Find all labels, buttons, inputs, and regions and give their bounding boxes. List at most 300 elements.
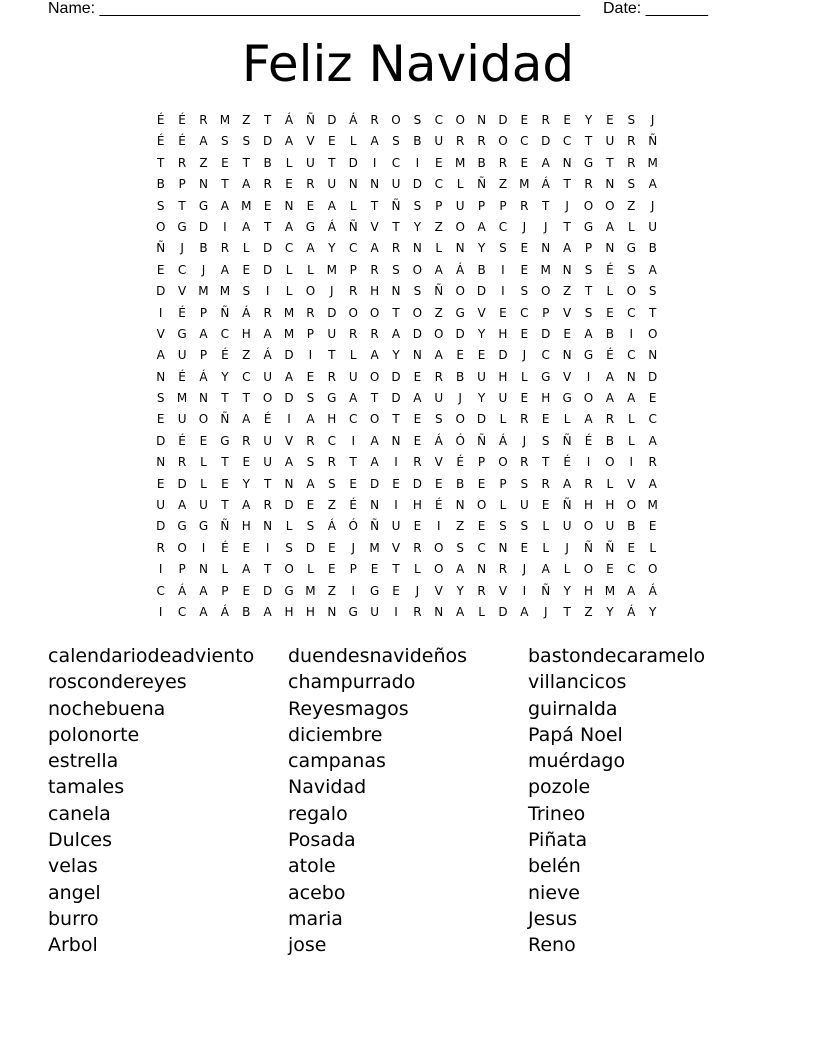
grid-letter: Y bbox=[456, 583, 464, 598]
grid-letter: M bbox=[241, 198, 252, 213]
grid-letter: G bbox=[177, 326, 187, 341]
grid-letter: E bbox=[520, 113, 529, 127]
grid-letter: O bbox=[455, 219, 465, 234]
grid-letter: R bbox=[306, 305, 315, 320]
grid-letter: I bbox=[522, 583, 527, 598]
grid-letter: U bbox=[519, 498, 529, 513]
grid-letter: V bbox=[563, 369, 572, 384]
grid-letter: R bbox=[648, 455, 657, 470]
grid-letter: D bbox=[263, 262, 273, 277]
grid-letter: Y bbox=[477, 391, 486, 406]
grid-letter: A bbox=[156, 348, 165, 363]
grid-letter: R bbox=[263, 305, 272, 320]
grid-letter: V bbox=[498, 583, 508, 598]
grid-letter: O bbox=[155, 219, 166, 234]
grid-letter: G bbox=[626, 241, 636, 256]
grid-letter: I bbox=[394, 455, 398, 470]
word-item: canela bbox=[48, 802, 111, 825]
grid-letter: J bbox=[522, 348, 527, 363]
grid-letter: C bbox=[349, 412, 358, 427]
grid-letter: E bbox=[648, 519, 657, 534]
grid-letter: N bbox=[626, 369, 636, 384]
grid-letter: L bbox=[627, 219, 635, 234]
grid-letter: E bbox=[242, 540, 251, 555]
grid-letter: O bbox=[391, 113, 401, 127]
grid-letter: E bbox=[499, 305, 507, 320]
grid-letter: R bbox=[455, 134, 465, 149]
grid-letter: A bbox=[284, 134, 294, 149]
date-field-label: Date: _______ bbox=[603, 0, 708, 17]
grid-letter: L bbox=[200, 476, 207, 491]
grid-letter: S bbox=[328, 476, 336, 491]
grid-letter: E bbox=[627, 540, 636, 555]
grid-letter: D bbox=[412, 476, 422, 491]
grid-letter: H bbox=[305, 604, 315, 619]
grid-letter: U bbox=[177, 412, 187, 427]
grid-letter: Y bbox=[221, 369, 229, 384]
grid-letter: Y bbox=[392, 348, 400, 363]
grid-letter: D bbox=[498, 113, 508, 127]
grid-letter: Á bbox=[648, 583, 657, 598]
grid-letter: A bbox=[648, 476, 657, 491]
grid-letter: É bbox=[434, 498, 443, 513]
grid-letter: N bbox=[455, 241, 465, 256]
grid-letter: Á bbox=[177, 583, 187, 598]
grid-letter: D bbox=[156, 284, 166, 299]
grid-letter: A bbox=[242, 498, 251, 513]
grid-letter: R bbox=[498, 562, 508, 577]
grid-letter: U bbox=[263, 433, 273, 448]
grid-letter: B bbox=[263, 155, 272, 170]
grid-letter: U bbox=[434, 391, 444, 406]
word-item: velas bbox=[48, 855, 98, 878]
grid-letter: Ñ bbox=[477, 433, 487, 448]
grid-letter: R bbox=[370, 113, 379, 127]
grid-letter: L bbox=[563, 412, 571, 427]
grid-letter: E bbox=[306, 369, 315, 384]
grid-letter: Ñ bbox=[434, 284, 444, 299]
grid-letter: Á bbox=[434, 433, 443, 448]
word-item: belén bbox=[528, 855, 581, 878]
grid-letter: Z bbox=[434, 305, 443, 320]
grid-letter: T bbox=[584, 134, 593, 149]
grid-letter: É bbox=[606, 348, 614, 363]
grid-letter: J bbox=[565, 198, 569, 213]
name-field-label: Name: ______________________________________________________ bbox=[48, 0, 581, 17]
grid-letter: T bbox=[392, 219, 400, 234]
word-item: roscondereyes bbox=[48, 671, 187, 694]
word-item: atole bbox=[288, 855, 336, 878]
grid-letter: C bbox=[242, 369, 251, 384]
grid-letter: E bbox=[156, 412, 165, 427]
word-item: burro bbox=[48, 907, 99, 930]
grid-letter: G bbox=[541, 369, 551, 384]
grid-row bbox=[150, 238, 663, 259]
grid-letter: E bbox=[392, 583, 400, 598]
grid-row bbox=[150, 345, 663, 366]
grid-letter: D bbox=[412, 326, 422, 341]
grid-letter: U bbox=[605, 134, 615, 149]
grid-letter: N bbox=[455, 498, 465, 513]
grid-letter: R bbox=[584, 177, 593, 192]
grid-letter: C bbox=[520, 305, 529, 320]
grid-letter: E bbox=[221, 476, 229, 491]
grid-letter: B bbox=[456, 369, 465, 384]
grid-letter: B bbox=[242, 604, 251, 619]
grid-row bbox=[150, 131, 663, 152]
grid-letter: P bbox=[499, 198, 507, 213]
grid-letter: P bbox=[199, 348, 208, 363]
grid-letter: J bbox=[180, 241, 184, 256]
grid-letter: S bbox=[306, 519, 315, 534]
grid-letter: Z bbox=[563, 284, 572, 299]
grid-letter: C bbox=[434, 177, 443, 192]
grid-letter: A bbox=[456, 604, 465, 619]
grid-letter: Y bbox=[477, 241, 486, 256]
grid-letter: E bbox=[306, 498, 315, 513]
grid-row bbox=[150, 409, 663, 430]
grid-letter: O bbox=[647, 562, 658, 577]
grid-letter: A bbox=[456, 562, 465, 577]
grid-letter: A bbox=[541, 155, 550, 170]
grid-letter: A bbox=[306, 476, 315, 491]
grid-letter: M bbox=[219, 113, 231, 127]
grid-letter: R bbox=[520, 455, 529, 470]
word-item: nochebuena bbox=[48, 697, 166, 720]
grid-letter: O bbox=[476, 498, 487, 513]
grid-letter: Z bbox=[584, 604, 593, 619]
grid-letter: S bbox=[156, 198, 165, 213]
grid-letter: L bbox=[307, 262, 314, 277]
grid-letter: B bbox=[605, 326, 615, 341]
grid-letter: S bbox=[434, 412, 443, 427]
grid-letter: A bbox=[541, 562, 550, 577]
grid-letter: O bbox=[369, 412, 380, 427]
grid-letter: E bbox=[242, 262, 251, 277]
grid-row bbox=[150, 217, 663, 238]
grid-letter: R bbox=[413, 540, 422, 555]
grid-letter: N bbox=[198, 562, 208, 577]
grid-letter: A bbox=[263, 604, 272, 619]
grid-letter: L bbox=[349, 134, 357, 149]
grid-row bbox=[150, 367, 663, 388]
grid-letter: O bbox=[583, 198, 594, 213]
grid-letter: E bbox=[370, 562, 379, 577]
grid-letter: A bbox=[584, 326, 593, 341]
grid-letter: D bbox=[412, 177, 422, 192]
word-item: campanas bbox=[288, 750, 386, 773]
grid-letter: A bbox=[370, 348, 379, 363]
grid-letter: U bbox=[370, 604, 379, 619]
grid-letter: B bbox=[156, 177, 165, 192]
grid-letter: E bbox=[328, 562, 336, 577]
grid-letter: T bbox=[563, 219, 571, 234]
grid-letter: E bbox=[434, 476, 443, 491]
grid-letter: T bbox=[392, 412, 400, 427]
grid-letter: S bbox=[242, 134, 251, 149]
grid-letter: S bbox=[499, 241, 507, 256]
grid-letter: M bbox=[369, 540, 380, 555]
grid-letter: H bbox=[412, 498, 422, 513]
grid-letter: Ñ bbox=[220, 412, 230, 427]
grid-letter: R bbox=[242, 433, 251, 448]
grid-letter: G bbox=[220, 433, 230, 448]
grid-letter: É bbox=[606, 262, 614, 277]
grid-letter: G bbox=[562, 391, 572, 406]
grid-letter: I bbox=[372, 155, 377, 170]
grid-letter: Á bbox=[627, 604, 636, 619]
grid-letter: A bbox=[284, 455, 294, 470]
grid-row bbox=[150, 174, 663, 195]
grid-letter: A bbox=[391, 326, 401, 341]
grid-letter: A bbox=[605, 219, 614, 234]
grid-letter: Y bbox=[328, 241, 336, 256]
grid-letter: G bbox=[198, 519, 209, 534]
grid-letter: I bbox=[586, 455, 591, 470]
grid-letter: O bbox=[177, 540, 187, 555]
grid-letter: D bbox=[284, 348, 294, 363]
grid-letter: D bbox=[455, 326, 465, 341]
word-item: Reyesmagos bbox=[288, 697, 409, 720]
grid-letter: C bbox=[648, 412, 657, 427]
grid-letter: E bbox=[477, 476, 486, 491]
grid-letter: A bbox=[220, 262, 229, 277]
grid-letter: A bbox=[177, 498, 187, 513]
grid-letter: R bbox=[199, 113, 208, 127]
grid-letter: R bbox=[413, 455, 422, 470]
grid-letter: A bbox=[199, 134, 208, 149]
grid-letter: A bbox=[563, 476, 572, 491]
grid-letter: I bbox=[201, 540, 206, 555]
grid-letter: D bbox=[284, 498, 294, 513]
grid-letter: A bbox=[220, 198, 229, 213]
grid-letter: Z bbox=[498, 177, 508, 192]
grid-row bbox=[150, 260, 663, 281]
grid-letter: Á bbox=[327, 519, 336, 534]
grid-letter: I bbox=[158, 604, 163, 619]
grid-letter: É bbox=[178, 433, 186, 448]
grid-letter: Y bbox=[477, 326, 486, 341]
grid-letter: P bbox=[584, 241, 593, 256]
grid-letter: Z bbox=[242, 113, 251, 127]
grid-letter: N bbox=[648, 348, 658, 363]
grid-letter: I bbox=[265, 284, 270, 299]
grid-letter: L bbox=[456, 177, 464, 192]
grid-letter: U bbox=[434, 134, 444, 149]
grid-letter: R bbox=[370, 326, 379, 341]
grid-letter: T bbox=[263, 562, 272, 577]
grid-letter: H bbox=[498, 369, 508, 384]
grid-letter: U bbox=[455, 198, 465, 213]
grid-letter: T bbox=[649, 305, 657, 320]
grid-letter: H bbox=[605, 498, 615, 513]
word-item: duendesnavideños bbox=[288, 645, 468, 667]
grid-letter: O bbox=[305, 284, 316, 299]
grid-letter: O bbox=[626, 284, 637, 299]
grid-letter: Ñ bbox=[220, 519, 230, 534]
grid-letter: V bbox=[477, 305, 486, 320]
grid-letter: E bbox=[520, 262, 529, 277]
grid-letter: Ñ bbox=[370, 519, 380, 534]
grid-letter: J bbox=[415, 583, 420, 598]
grid-letter: I bbox=[501, 262, 505, 277]
grid-letter: A bbox=[370, 134, 379, 149]
grid-row bbox=[150, 431, 663, 452]
grid-letter: S bbox=[648, 284, 657, 299]
grid-letter: H bbox=[583, 583, 594, 598]
grid-letter: P bbox=[499, 476, 507, 491]
grid-letter: D bbox=[284, 391, 294, 406]
grid-letter: V bbox=[434, 583, 443, 598]
grid-row bbox=[150, 495, 663, 516]
grid-letter: S bbox=[221, 134, 229, 149]
grid-letter: D bbox=[305, 540, 316, 555]
grid-letter: Z bbox=[327, 498, 336, 513]
word-item: champurrado bbox=[288, 671, 416, 694]
grid-letter: N bbox=[284, 476, 294, 491]
grid-letter: Ñ bbox=[648, 134, 658, 149]
grid-letter: L bbox=[200, 455, 207, 470]
grid-letter: G bbox=[369, 583, 380, 598]
word-column bbox=[48, 643, 288, 959]
grid-letter: N bbox=[498, 540, 508, 555]
grid-letter: E bbox=[434, 155, 443, 170]
grid-letter: C bbox=[520, 134, 529, 149]
grid-letter: Ñ bbox=[562, 433, 572, 448]
grid-letter: A bbox=[584, 412, 593, 427]
grid-letter: Z bbox=[327, 583, 336, 598]
grid-letter: E bbox=[563, 326, 571, 341]
grid-letter: O bbox=[434, 326, 444, 341]
grid-letter: O bbox=[262, 391, 273, 406]
grid-letter: T bbox=[392, 305, 400, 320]
grid-letter: R bbox=[520, 198, 529, 213]
grid-row bbox=[150, 196, 663, 217]
grid-letter: E bbox=[392, 476, 400, 491]
grid-letter: B bbox=[456, 476, 465, 491]
grid-letter: A bbox=[199, 604, 208, 619]
grid-letter: Z bbox=[627, 198, 636, 213]
grid-letter: M bbox=[604, 583, 616, 598]
grid-letter: U bbox=[648, 219, 658, 234]
grid-letter: S bbox=[392, 134, 400, 149]
grid-letter: T bbox=[221, 177, 229, 192]
grid-letter: B bbox=[627, 519, 636, 534]
grid-letter: G bbox=[583, 219, 594, 234]
grid-letter: Ñ bbox=[584, 540, 593, 555]
grid-letter: L bbox=[649, 540, 657, 555]
grid-letter: T bbox=[328, 348, 336, 363]
grid-letter: T bbox=[349, 455, 357, 470]
grid-letter: S bbox=[520, 519, 529, 534]
grid-letter: A bbox=[242, 219, 251, 234]
grid-letter: S bbox=[306, 391, 315, 406]
grid-letter: B bbox=[477, 262, 486, 277]
grid-letter: V bbox=[177, 284, 187, 299]
word-item: Arbol bbox=[48, 934, 98, 957]
grid-letter: T bbox=[370, 198, 379, 213]
grid-letter: A bbox=[263, 326, 272, 341]
grid-letter: A bbox=[284, 219, 294, 234]
grid-letter: T bbox=[242, 155, 250, 170]
grid-letter: É bbox=[221, 540, 229, 555]
grid-letter: N bbox=[412, 348, 422, 363]
grid-letter: E bbox=[349, 476, 357, 491]
grid-letter: Ñ bbox=[391, 198, 401, 213]
grid-letter: Á bbox=[263, 348, 272, 363]
grid-letter: R bbox=[413, 604, 422, 619]
grid-letter: N bbox=[198, 177, 208, 192]
grid-letter: Á bbox=[349, 113, 358, 127]
grid-letter: E bbox=[199, 433, 208, 448]
grid-letter: S bbox=[285, 540, 293, 555]
grid-letter: D bbox=[156, 519, 166, 534]
grid-letter: A bbox=[370, 455, 379, 470]
grid-letter: G bbox=[198, 198, 209, 213]
grid-letter: A bbox=[434, 348, 443, 363]
grid-letter: Y bbox=[563, 583, 571, 598]
grid-letter: S bbox=[627, 262, 636, 277]
grid-letter: E bbox=[413, 412, 422, 427]
grid-letter: T bbox=[584, 284, 593, 299]
grid-row bbox=[150, 581, 663, 602]
grid-letter: L bbox=[414, 562, 421, 577]
grid-letter: E bbox=[606, 305, 614, 320]
grid-letter: Ñ bbox=[220, 305, 230, 320]
grid-letter: E bbox=[606, 113, 614, 127]
grid-letter: H bbox=[498, 326, 508, 341]
grid-letter: Á bbox=[327, 219, 336, 234]
grid-letter: M bbox=[454, 155, 466, 170]
grid-letter: I bbox=[501, 284, 505, 299]
grid-letter: R bbox=[349, 326, 358, 341]
grid-letter: G bbox=[177, 519, 187, 534]
grid-letter: V bbox=[370, 219, 379, 234]
grid-letter: U bbox=[477, 369, 486, 384]
grid-letter: H bbox=[241, 326, 251, 341]
grid-letter: N bbox=[391, 433, 401, 448]
grid-letter: E bbox=[541, 498, 550, 513]
grid-letter: C bbox=[177, 262, 187, 277]
grid-letter: S bbox=[520, 284, 529, 299]
grid-letter: O bbox=[434, 540, 444, 555]
grid-letter: I bbox=[437, 519, 441, 534]
grid-letter: N bbox=[562, 348, 572, 363]
grid-letter: H bbox=[327, 412, 337, 427]
grid-letter: É bbox=[156, 113, 165, 127]
grid-letter: C bbox=[498, 219, 508, 234]
grid-row bbox=[150, 281, 663, 302]
grid-letter: R bbox=[156, 540, 165, 555]
grid-letter: C bbox=[541, 348, 550, 363]
grid-row bbox=[150, 324, 663, 345]
grid-letter: T bbox=[392, 562, 400, 577]
grid-letter: M bbox=[219, 284, 231, 299]
grid-letter: G bbox=[583, 155, 594, 170]
grid-letter: L bbox=[285, 155, 293, 170]
grid-row bbox=[150, 474, 663, 495]
grid-letter: C bbox=[627, 348, 636, 363]
grid-letter: É bbox=[156, 134, 165, 149]
grid-letter: D bbox=[498, 604, 508, 619]
grid-letter: B bbox=[477, 155, 486, 170]
grid-letter: R bbox=[498, 155, 508, 170]
grid-letter: A bbox=[434, 262, 443, 277]
grid-letter: R bbox=[220, 241, 230, 256]
word-item: guirnalda bbox=[528, 697, 618, 720]
grid-letter: L bbox=[242, 241, 250, 256]
word-item: Dulces bbox=[48, 829, 112, 852]
